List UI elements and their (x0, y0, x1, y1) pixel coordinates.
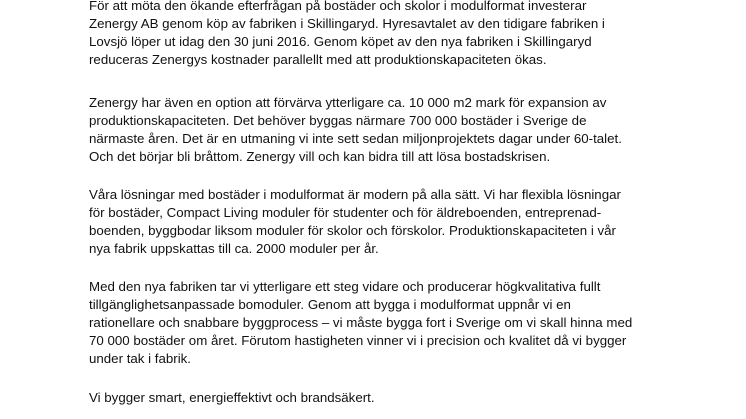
paragraph-new-factory (89, 278, 632, 368)
text-line: nya fabrik uppskattas till ca. 2000 moduler per år. (89, 241, 379, 256)
text-line: närmaste åren. Det är en utmaning vi inte sett sedan miljonprojektets dagar under 60-talet. (89, 131, 622, 146)
text-line: för bostäder, Compact Living moduler för studenter och för äldreboenden, entreprenad- (89, 205, 602, 220)
text-line: För att möta den ökande efterfrågan på bostäder och skolor i modulformat investerar (89, 0, 587, 13)
text-line: under tak i fabrik. (89, 351, 191, 366)
text-line: Våra lösningar med bostäder i modulformat är modern på alla sätt. Vi har flexibla lösningar (89, 187, 621, 202)
text-line: tillgänglighetsanpassade bomoduler. Genom att bygga i modulformat uppnår vi en (89, 297, 571, 312)
text-line: produktionskapaciteten. Det behöver byggas närmare 700 000 bostäder i Sverige de (89, 113, 587, 128)
text-line: Och det börjar bli bråttom. Zenergy vill och kan bidra till att lösa bostadskrisen. (89, 149, 551, 164)
text-line: Zenergy har även en option att förvärva ytterligare ca. 10 000 m2 mark för expansion av (89, 95, 607, 110)
text-line: boenden, byggbodar liksom moduler för skolor och förskolor. Produktionskapaciteten i vår (89, 223, 616, 238)
text-line: Vi bygger smart, energieffektivt och brandsäkert. (89, 390, 375, 405)
text-line: 70 000 bostäder om året. Förutom hastigheten vinner vi i precision och kvalitet då vi bygger (89, 333, 627, 348)
text-line: Zenergy AB genom köp av fabriken i Skillingaryd. Hyresavtalet av den tidigare fabriken i (89, 16, 605, 31)
paragraph-land-option (89, 94, 622, 166)
paragraph-factory-purchase (89, 0, 605, 69)
text-line: Lovsjö löper ut idag den 30 juni 2016. Genom köpet av den nya fabriken i Skillingaryd (89, 34, 592, 49)
text-line: reduceras Zenergys kostnader parallellt med att produktionskapaciteten ökas. (89, 52, 547, 67)
text-line: Med den nya fabriken tar vi ytterligare ett steg vidare och producerar högkvalitativa fullt (89, 279, 601, 294)
paragraph-closing (89, 389, 375, 407)
text-line: rationellare och snabbare byggprocess – vi måste bygga fort i Sverige om vi skall hinna med (89, 315, 633, 330)
paragraph-module-solutions (89, 186, 621, 258)
